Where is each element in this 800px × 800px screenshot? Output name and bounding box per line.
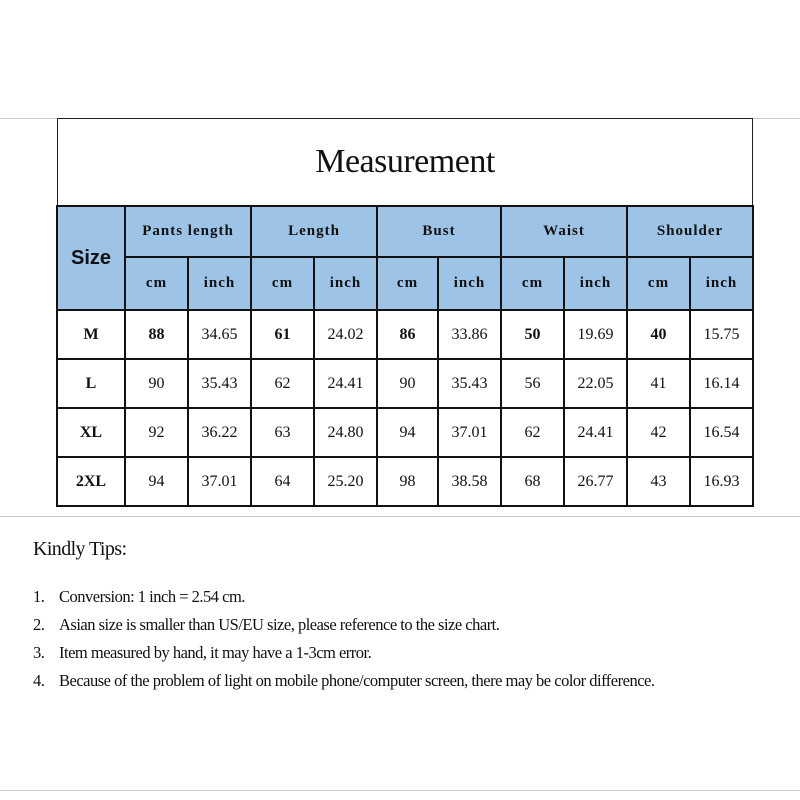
tip-number: 1. [33,587,45,606]
cm-value-cell: 62 [251,359,314,408]
tips-list [33,583,693,695]
inch-value-cell: 35.43 [438,359,501,408]
inch-value-cell: 16.14 [690,359,753,408]
cm-value-cell: 90 [377,359,438,408]
header-row-groups [57,206,753,257]
inch-value-cell: 24.02 [314,310,377,359]
inch-value-cell: 33.86 [438,310,501,359]
table-row [57,408,753,457]
tip-text: Item measured by hand, it may have a 1-3cm error. [59,643,372,662]
inch-value-cell: 34.65 [188,310,251,359]
header-unit-inch: inch [564,257,627,310]
inch-value-cell: 19.69 [564,310,627,359]
tip-text: Asian size is smaller than US/EU size, please reference to the size chart. [59,615,500,634]
header-unit-cm: cm [627,257,690,310]
tip-item [33,611,693,639]
inch-value-cell: 37.01 [188,457,251,506]
cm-value-cell: 41 [627,359,690,408]
tip-number: 2. [33,615,45,634]
table-row [57,310,753,359]
cm-value-cell: 92 [125,408,188,457]
header-unit-inch: inch [188,257,251,310]
cm-value-cell: 98 [377,457,438,506]
cm-value-cell: 90 [125,359,188,408]
inch-value-cell: 35.43 [188,359,251,408]
header-unit-cm: cm [377,257,438,310]
header-unit-cm: cm [125,257,188,310]
header-row-units [57,257,753,310]
header-pants-length: Pants length [125,206,251,257]
inch-value-cell: 36.22 [188,408,251,457]
header-bust: Bust [377,206,501,257]
cm-value-cell: 62 [501,408,564,457]
inch-value-cell: 24.41 [564,408,627,457]
tip-item [33,583,693,611]
inch-value-cell: 24.41 [314,359,377,408]
table-title: Measurement [57,118,753,205]
inch-value-cell: 26.77 [564,457,627,506]
divider-top-left [0,118,57,119]
cm-value-cell: 68 [501,457,564,506]
inch-value-cell: 15.75 [690,310,753,359]
size-cell: L [57,359,125,408]
inch-value-cell: 37.01 [438,408,501,457]
cm-value-cell: 43 [627,457,690,506]
header-unit-cm: cm [501,257,564,310]
cm-value-cell: 50 [501,310,564,359]
tip-item [33,667,693,695]
tip-item [33,639,693,667]
header-size: Size [57,206,125,310]
table-row [57,359,753,408]
header-shoulder: Shoulder [627,206,753,257]
divider-middle [0,516,800,517]
cm-value-cell: 86 [377,310,438,359]
tip-number: 4. [33,671,45,690]
size-chart-table [56,205,754,507]
cm-value-cell: 56 [501,359,564,408]
header-waist: Waist [501,206,627,257]
table-row [57,457,753,506]
size-cell: XL [57,408,125,457]
inch-value-cell: 22.05 [564,359,627,408]
tip-number: 3. [33,643,45,662]
inch-value-cell: 25.20 [314,457,377,506]
cm-value-cell: 94 [125,457,188,506]
size-cell: M [57,310,125,359]
header-unit-inch: inch [690,257,753,310]
cm-value-cell: 94 [377,408,438,457]
header-unit-inch: inch [438,257,501,310]
size-cell: 2XL [57,457,125,506]
inch-value-cell: 38.58 [438,457,501,506]
measurement-table-container [57,118,753,507]
header-length: Length [251,206,377,257]
divider-top-right [753,118,800,119]
tip-text: Because of the problem of light on mobile phone/computer screen, there may be color difference. [59,671,655,690]
inch-value-cell: 16.93 [690,457,753,506]
tip-text: Conversion: 1 inch = 2.54 cm. [59,587,245,606]
divider-bottom [0,790,800,791]
header-unit-cm: cm [251,257,314,310]
header-unit-inch: inch [314,257,377,310]
inch-value-cell: 16.54 [690,408,753,457]
cm-value-cell: 42 [627,408,690,457]
cm-value-cell: 88 [125,310,188,359]
inch-value-cell: 24.80 [314,408,377,457]
cm-value-cell: 64 [251,457,314,506]
cm-value-cell: 61 [251,310,314,359]
cm-value-cell: 40 [627,310,690,359]
tips-heading: Kindly Tips: [33,538,127,560]
cm-value-cell: 63 [251,408,314,457]
